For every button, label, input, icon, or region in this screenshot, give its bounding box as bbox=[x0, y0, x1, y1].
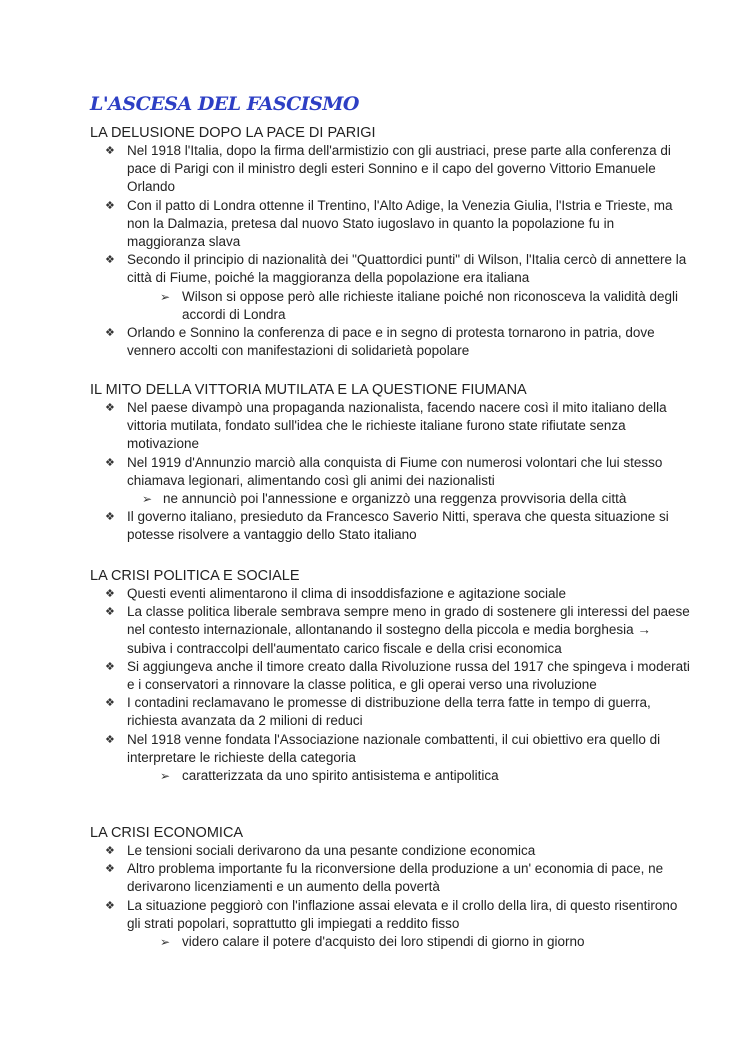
list-item: ❖ Nel 1918 venne fondata l'Associazione nazionale combattenti, il cui obiettivo era quello di interpretare le richieste della categoria bbox=[105, 731, 661, 765]
diamond-bullet-icon: ❖ bbox=[105, 402, 115, 414]
arrow-bullet-icon: ➢ bbox=[160, 935, 171, 950]
list-item: ❖ Orlando e Sonnino la conferenza di pace e in segno di protesta tornarono in patria, dove vennero accolti con manifestazioni di solidarietà popolare bbox=[105, 325, 655, 359]
diamond-bullet-icon: ❖ bbox=[105, 733, 115, 746]
diamond-bullet-icon: ❖ bbox=[105, 845, 115, 857]
arrow-bullet-icon: ➢ bbox=[160, 289, 171, 304]
sub-list-item: ➢ videro calare il potere d'acquisto dei loro stipendi di giorno in giorno bbox=[90, 933, 690, 951]
sub-list-item: ➢ caratterizzata da uno spirito antisistema e antipolitica bbox=[90, 767, 690, 785]
section-crisi-economica bbox=[90, 824, 690, 951]
diamond-bullet-icon: ❖ bbox=[105, 863, 115, 876]
diamond-bullet-icon: ❖ bbox=[105, 145, 115, 157]
arrow-bullet-icon: ➢ bbox=[160, 769, 171, 784]
diamond-bullet-icon: ❖ bbox=[105, 254, 115, 267]
list-item: ❖ La situazione peggiorò con l'inflazione assai elevata e il crollo della lira, di questo risentirono gli strati popolari, soprattutto gli impiegati a reddito fisso bbox=[105, 897, 678, 931]
section-crisi-politica bbox=[90, 567, 690, 785]
diamond-bullet-icon: ❖ bbox=[105, 327, 115, 340]
list-item: ❖ Secondo il principio di nazionalità dei "Quattordici punti" di Wilson, l'Italia cercò di annettere la città di Fiume, poiché la maggioranza della popolazione era italiana bbox=[105, 252, 687, 286]
diamond-bullet-icon: ❖ bbox=[105, 588, 115, 600]
section-delusione bbox=[90, 124, 690, 360]
diamond-bullet-icon: ❖ bbox=[105, 606, 115, 619]
list-item: ❖ Altro problema importante fu la riconversione della produzione a un' economia di pace, ne derivarono licenziamenti e un aumento della povertà bbox=[105, 861, 664, 895]
diamond-bullet-icon: ❖ bbox=[105, 511, 115, 524]
section-heading: LA DELUSIONE DOPO LA PACE DI PARIGI bbox=[90, 125, 376, 141]
list-item: ❖ La classe politica liberale sembrava sempre meno in grado di sostenere gli interessi del paese nel contesto internazionale, allontanando il sostegno della piccola e media borghesia → subiva i contraccolpi dell'aumentato carico fiscale e della crisi economica bbox=[105, 604, 690, 656]
list-item: ❖ Il governo italiano, presieduto da Francesco Saverio Nitti, sperava che questa situazione si potesse risolvere a vantaggio dello Stato italiano bbox=[105, 509, 669, 543]
list-item: ❖ Nel 1918 l'Italia, dopo la firma dell'armistizio con gli austriaci, prese parte alla conferenza di pace di Parigi con il ministro degli esteri Sonnino e il capo del governo Vittorio Emanuele Orlando bbox=[105, 143, 671, 195]
list-item: ❖ Nel paese divampò una propaganda nazionalista, facendo nacere così il mito italiano della vittoria mutilata, fondato sull'idea che le richieste italiane furono state rifiutate senza motivazione bbox=[105, 400, 667, 452]
bullet-list bbox=[90, 585, 690, 785]
document-title: L'ASCESA DEL FASCISMO bbox=[90, 93, 359, 115]
section-heading: LA CRISI POLITICA E SOCIALE bbox=[90, 568, 300, 584]
section-vittoria-mutilata bbox=[90, 381, 690, 545]
diamond-bullet-icon: ❖ bbox=[105, 660, 115, 673]
list-item: ❖ Nel 1919 d'Annunzio marciò alla conquista di Fiume con numerosi volontari che lui stesso chiamava legionari, alimentando così gli animi dei nazionalisti bbox=[105, 454, 663, 488]
sub-list-item: ➢ Wilson si oppose però alle richieste italiane poiché non riconosceva la validità degli accordi di Londra bbox=[160, 288, 679, 322]
bullet-list bbox=[90, 399, 690, 545]
sub-list-item: ➢ ne annunciò poi l'annessione e organizzò una reggenza provvisoria della città bbox=[90, 490, 690, 508]
list-item: ❖ Con il patto di Londra ottenne il Trentino, l'Alto Adige, la Venezia Giulia, l'Istria e Trieste, ma non la Dalmazia, pretesa dal nuovo Stato iugoslavo in quanto la popolazione fu in maggioranza slava bbox=[105, 197, 673, 250]
list-item: ❖ Questi eventi alimentarono il clima di insoddisfazione e agitazione sociale bbox=[90, 585, 690, 603]
section-heading: IL MITO DELLA VITTORIA MUTILATA E LA QUESTIONE FIUMANA bbox=[90, 382, 527, 398]
arrow-bullet-icon: ➢ bbox=[142, 492, 153, 507]
list-item: ❖ Si aggiungeva anche il timore creato dalla Rivoluzione russa del 1917 che spingeva i moderati e i conservatori a rinnovare la classe politica, e gli operai verso una rivoluzione bbox=[105, 658, 690, 693]
section-heading: LA CRISI ECONOMICA bbox=[90, 825, 244, 841]
diamond-bullet-icon: ❖ bbox=[105, 199, 115, 212]
bullet-list bbox=[90, 842, 690, 951]
list-item: ❖ Le tensioni sociali derivarono da una pesante condizione economica bbox=[90, 842, 690, 860]
bullet-list bbox=[90, 142, 690, 360]
diamond-bullet-icon: ❖ bbox=[105, 899, 115, 912]
list-item: ❖ I contadini reclamavano le promesse di distribuzione della terra fatte in tempo di guerra, richiesta avanzata da 2 milioni di reduci bbox=[105, 695, 651, 729]
diamond-bullet-icon: ❖ bbox=[105, 456, 115, 469]
diamond-bullet-icon: ❖ bbox=[105, 697, 115, 710]
